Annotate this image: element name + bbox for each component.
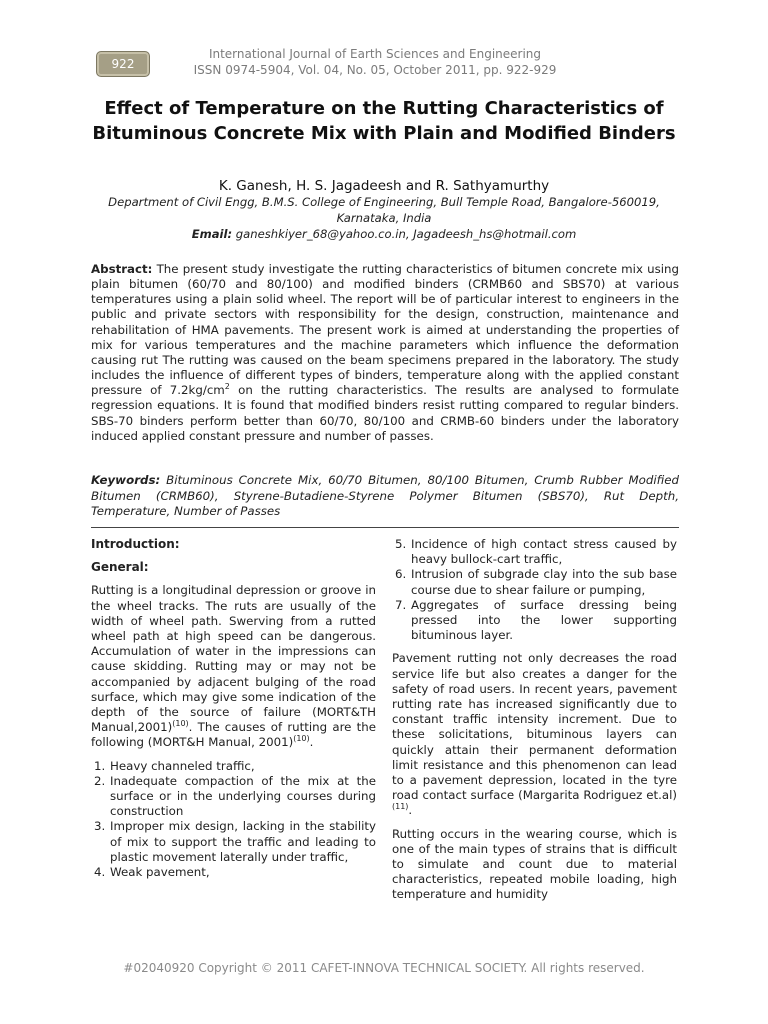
list-item: 2. Inadequate compaction of the mix at the surface or in the underlying courses during construction — [109, 774, 376, 820]
paragraph-text: Rutting is a longitudinal depression or groove in the wheel tracks. The ruts are usually of the width of wheel path. Swerving from a rutted wheel path at high speed can be dangerous. Accumulation of water in the impressions can cause skidding. Rutting may or may not be accompanied by adjacent bulging of the road surface, which may give some indication of the depth of the source of failure (MORT&TH Manual,2001) — [91, 583, 376, 735]
list-item: 6. Intrusion of subgrade clay into the sub base course due to shear failure or pumping, — [410, 567, 677, 597]
keywords-text: Bituminous Concrete Mix, 60/70 Bitumen, 80/100 Bitumen, Crumb Rubber Modified Bitumen (CRMB60), Styrene-Butadiene-Styrene Polymer Bitumen (SBS70), Rut Depth, Temperature, Number of Passes — [91, 473, 680, 518]
list-item: 4. Weak pavement, — [109, 865, 376, 880]
body-column-right — [392, 537, 677, 911]
paragraph-text: . The causes of rutting are the following (MORT&H Manual, 2001) — [91, 720, 376, 750]
author-1-initials: K. — [218, 178, 232, 194]
abstract-text: The present study investigate the rutting characteristics of bitumen concrete mix using plain bitumen (60/70 and 80/100) and modified binders (CRMB60 and SBS70) at various temperatures using a plain solid wheel. The report will be of particular interest to engineers in the public and private sectors with responsibility for the design, construction, maintenance and rehabilitation of HMA pavements. The present work is aimed at understanding the properties of mix for various temperatures and the machine parameters which influence the deformation causing rut The rutting was caused on the beam specimens prepared in the laboratory. The study includes the influence of different types of binders, temperature along with the applied constant pressure of 7.2kg/cm — [91, 262, 679, 398]
journal-name: International Journal of Earth Sciences and Engineering — [208, 47, 542, 61]
email-addresses[interactable]: ganeshkiyer_68@yahoo.co.in, Jagadeesh_hs@hotmail.com — [235, 227, 577, 241]
paragraph-text: . — [309, 735, 314, 750]
heading-general: General: — [91, 560, 149, 575]
email-label: Email: — [191, 227, 233, 241]
affiliation: Department of Civil Engg, B.M.S. College of Engineering, Bull Temple Road, Bangalore-560019, Karnataka, India — [108, 195, 660, 225]
paragraph-text: Pavement rutting not only decreases the road service life but also creates a danger for the safety of road users. In recent years, pavement rutting rate has increased significantly due to constant traffic intensity increment. Due to these solicitations, bituminous layers can quickly attain their permanent deformation limit resistance and this phenomenon can lead to a pavement depression, located in the tyre road contact surface (Margarita Rodriguez et.al) — [392, 651, 677, 803]
list-item: 3. Improper mix design, lacking in the stability of mix to support the traffic and leading to plastic movement laterally under traffic, — [109, 819, 376, 865]
citation-superscript: (10) — [172, 719, 189, 729]
citation-superscript: (10) — [293, 734, 310, 744]
paragraph-pavement-rutting — [392, 651, 677, 818]
author-3-initials: R. — [435, 178, 449, 194]
keywords — [91, 473, 679, 520]
abstract-superscript: 2 — [224, 382, 230, 392]
paragraph-wearing-course: Rutting occurs in the wearing course, which is one of the main types of strains that is difficult to simulate and count due to material characteristics, repeated mobile loading, high temperature and humidity — [392, 826, 677, 902]
heading-introduction: Introduction: — [91, 537, 180, 551]
paragraph-text: . — [408, 803, 413, 818]
causes-list-part-2 — [392, 537, 677, 643]
body-column-left — [91, 537, 376, 888]
paper-title: Effect of Temperature on the Rutting Characteristics of Bituminous Concrete Mix with Plain and Modified Binders — [92, 98, 676, 144]
author-list — [60, 177, 708, 195]
copyright-footer: #02040920 Copyright © 2011 CAFET-INNOVA TECHNICAL SOCIETY. All rights reserved. — [123, 961, 645, 975]
journal-issue: ISSN 0974-5904, Vol. 04, No. 05, October 2011, pp. 922-929 — [193, 63, 557, 77]
keywords-label: Keywords: — [91, 473, 161, 487]
abstract — [91, 262, 679, 444]
section-divider — [91, 527, 679, 528]
causes-list-part-1 — [91, 759, 376, 881]
list-item: 5. Incidence of high contact stress caused by heavy bullock-cart traffic, — [410, 537, 677, 567]
abstract-text-end: on the rutting characteristics. The results are analysed to formulate regression equations. It is found that modified binders resist rutting compared to regular binders. SBS-70 binders perform better than 60/70, 80/100 and CRMB-60 binders under the laboratory induced applied constant pressure and number of passes. — [91, 383, 679, 443]
abstract-label: Abstract: — [91, 262, 153, 276]
citation-superscript: (11) — [392, 802, 409, 812]
page-number-badge: 922 — [96, 51, 150, 77]
author-3-surname: Sathyamurthy — [453, 178, 550, 194]
list-item: 1. Heavy channeled traffic, — [109, 759, 376, 774]
author-1-surname: Ganesh — [236, 178, 288, 194]
journal-header — [165, 46, 585, 78]
author-separator-and: and — [401, 178, 436, 194]
list-item: 7. Aggregates of surface dressing being pressed into the lower supporting bituminous layer. — [410, 598, 677, 644]
author-2-surname: Jagadeesh — [331, 178, 402, 194]
email-line — [100, 227, 668, 242]
author-2-initials: H. S. — [296, 178, 328, 194]
author-separator: , — [287, 178, 297, 194]
paragraph-rutting — [91, 583, 376, 750]
